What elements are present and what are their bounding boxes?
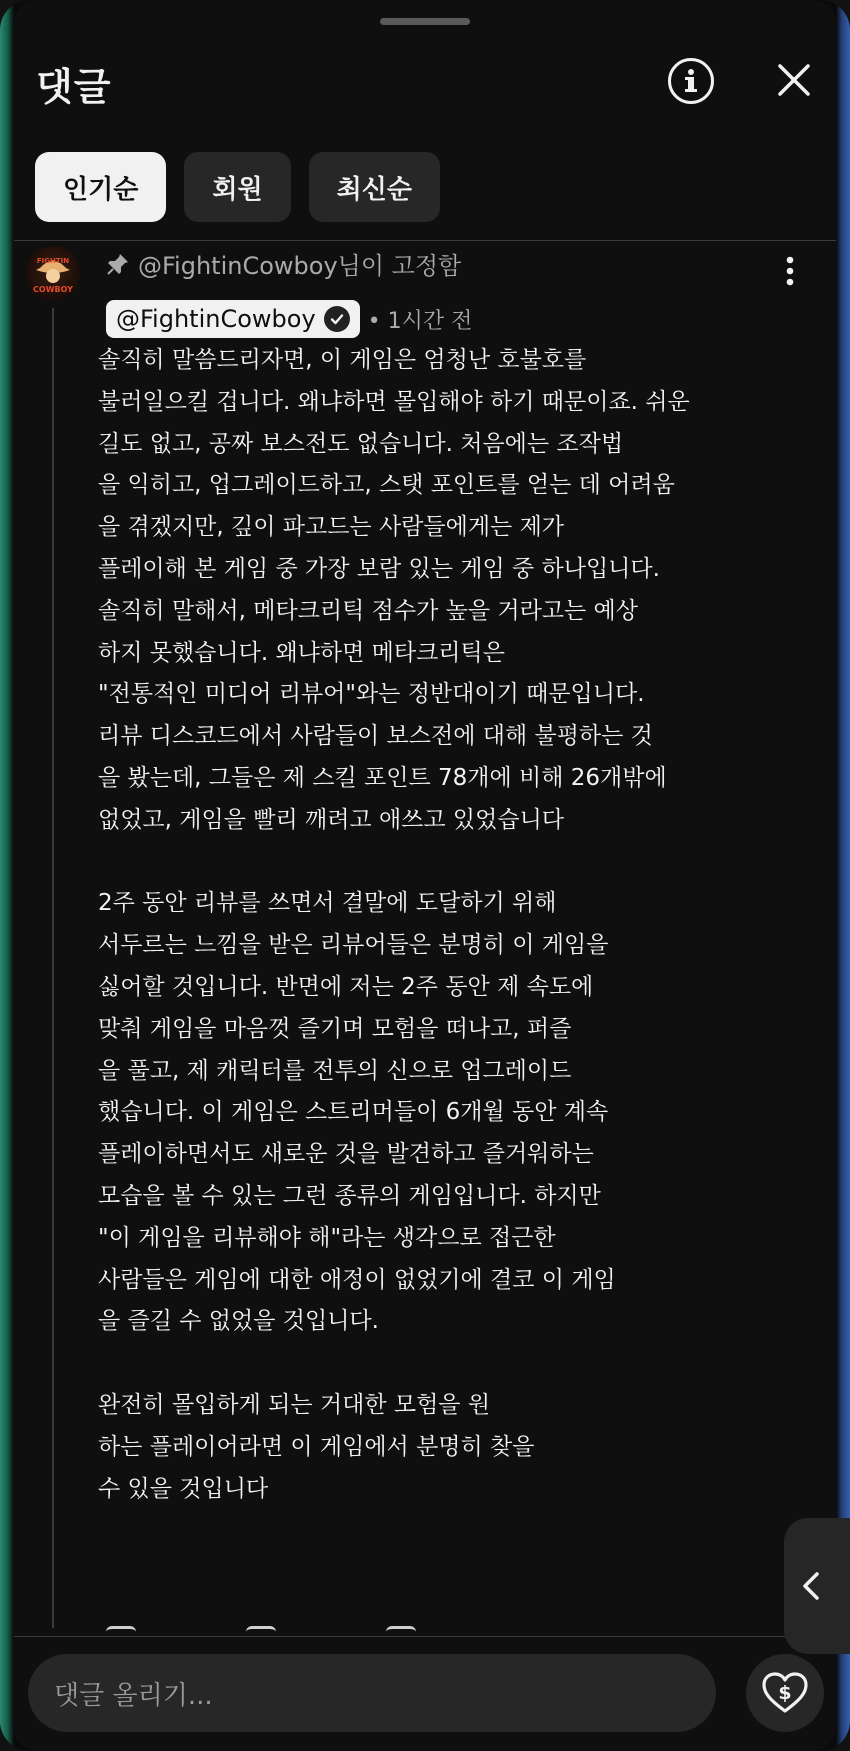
author-name: @FightinCowboy [116,305,316,333]
comment-time: • 1시간 전 [367,308,473,334]
info-icon [681,68,701,94]
comment-line: 맞춰 게임을 마음껏 즐기며 모험을 떠나고, 퍼즐 [98,1015,572,1042]
thread-line [52,308,54,1628]
header-divider [14,240,836,241]
comment-line: 을 풀고, 제 캐릭터를 전투의 신으로 업그레이드 [98,1057,572,1084]
comment-line: 플레이해 본 게임 중 가장 보람 있는 게임 중 하나입니다. [98,555,660,582]
comment-input[interactable]: 댓글 올리기... [28,1654,716,1732]
comment-line: "전통적인 미디어 리뷰어"와는 정반대이기 때문입니다. [98,681,645,708]
tab-popular[interactable]: 인기순 [35,152,166,222]
tab-newest[interactable]: 최신순 [309,152,440,222]
tab-members[interactable]: 회원 [184,152,290,222]
comment-line: 싫어할 것입니다. 반면에 저는 2주 동안 제 속도에 [98,973,594,1000]
comment-meta [106,300,472,338]
comment-line: 길도 없고, 공짜 보스전도 없습니다. 처음에는 조작법 [98,430,624,457]
close-button[interactable] [774,60,814,100]
comment-line: 사람들은 게임에 대한 애정이 없었기에 결코 이 게임 [98,1266,616,1293]
comment-line: 2주 동안 리뷰를 쓰면서 결말에 도달하기 위해 [98,890,557,917]
comment-line: 하지 못했습니다. 왜냐하면 메타크리틱은 [98,639,505,666]
comment-line: 을 봤는데, 그들은 제 스킬 포인트 78개에 비해 26개밖에 [98,764,667,791]
cowboy-logo-icon [26,246,80,300]
pinned-label: @FightinCowboy님이 고정함 [138,252,462,280]
comment-line: 솔직히 말해서, 메타크리틱 점수가 높을 거라고는 예상 [98,597,638,624]
comment-line: 없었고, 게임을 빨리 깨려고 애쓰고 있었습니다 [98,806,565,833]
composer-divider [14,1636,836,1637]
drag-handle[interactable] [380,18,470,25]
paragraph-gap [98,1343,778,1385]
sort-tabs [35,152,440,222]
pinned-indicator [106,246,461,281]
paragraph-gap [98,842,778,884]
more-vert-icon [786,256,794,286]
comment-body [98,340,778,1510]
comment-line: 플레이하면서도 새로운 것을 발견하고 즐거워하는 [98,1141,594,1168]
super-thanks-heart-dollar-icon [762,1672,808,1714]
svg-text:COWBOY: COWBOY [33,285,73,294]
side-panel-toggle[interactable] [784,1518,850,1654]
verified-check-icon [324,306,350,332]
comment-line: 하는 플레이어라면 이 게임에서 분명히 찾을 [98,1433,535,1460]
comments-panel [14,0,836,1751]
comment-line: 을 즐길 수 없었을 것입니다. [98,1308,379,1335]
comment-line: 모습을 볼 수 있는 그런 종류의 게임입니다. 하지만 [98,1182,601,1209]
close-icon [774,60,814,100]
comment-line: 을 겪겠지만, 깊이 파고드는 사람들에게는 제가 [98,514,565,541]
chevron-left-icon [800,1570,822,1602]
pin-icon [106,252,130,276]
comment-line: 불러일으킬 겁니다. 왜냐하면 몰입해야 하기 때문이죠. 쉬운 [98,388,690,415]
comment-line: 서두르는 느낌을 받은 리뷰어들은 분명히 이 게임을 [98,932,609,959]
comment-line: 완전히 몰입하게 되는 거대한 모험을 원 [98,1391,491,1418]
super-thanks-button[interactable] [746,1654,824,1732]
info-button[interactable] [668,58,714,104]
comment-line: "이 게임을 리뷰해야 해"라는 생각으로 접근한 [98,1224,556,1251]
comment-line: 리뷰 디스코드에서 사람들이 보스전에 대해 불평하는 것 [98,723,653,750]
comment-line: 했습니다. 이 게임은 스트리머들이 6개월 동안 계속 [98,1099,609,1126]
comment-line: 수 있을 것입니다 [98,1475,269,1502]
svg-text:FIGHTIN: FIGHTIN [36,257,70,265]
svg-text:$: $ [778,1682,792,1704]
comment-more-button[interactable] [786,256,794,286]
comment-line: 을 익히고, 업그레이드하고, 스탯 포인트를 얻는 데 어려움 [98,472,675,499]
panel-title: 댓글 [36,65,112,109]
avatar[interactable] [26,246,80,300]
author-badge[interactable] [106,300,360,338]
comment-line: 솔직히 말씀드리자면, 이 게임은 엄청난 호불호를 [98,347,587,373]
